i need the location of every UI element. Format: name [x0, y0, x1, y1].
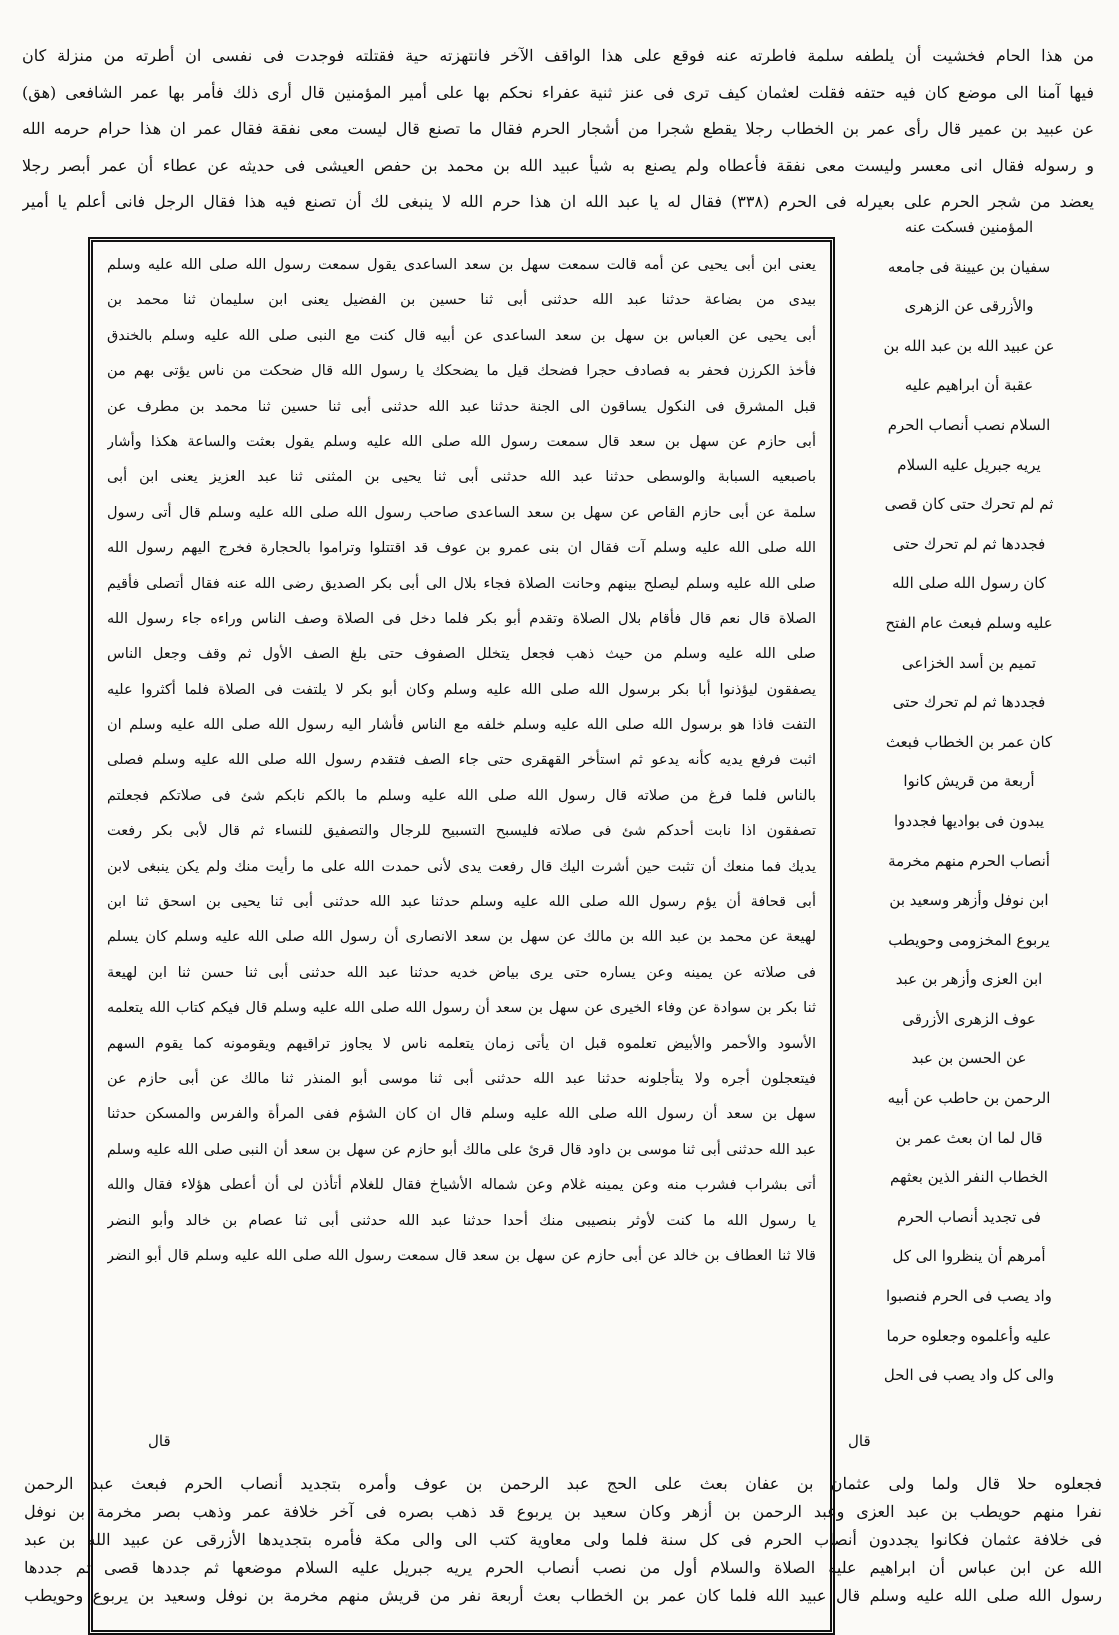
- text-line: عليه وأعلموه وجعلوه حرما: [886, 1326, 1052, 1345]
- text-line: صلى الله عليه وسلم من حيث ذهب فجعل يتخلل الصفوف حتى بلغ الصف الأول ثم وقف وجعل الناس: [107, 646, 816, 663]
- main-text-frame: [88, 237, 835, 1635]
- text-line: فى تجديد أنصاب الحرم: [897, 1207, 1041, 1226]
- text-line: أنصاب الحرم منهم مخرمة: [888, 851, 1050, 870]
- text-line: يديك فما منعك أن تثبت حين أشرت اليك قال رفعت يدى لأنى حمدت الله على ما رأيت منك ولم يكن ينبغى لابن: [107, 858, 816, 875]
- text-line: عن عبيد الله بن عبد الله بن: [883, 336, 1055, 355]
- text-line: يبدون فى بواديها فجددوا: [893, 811, 1045, 830]
- text-line: فى خلافة عثمان فكانوا يجددون أنصاب الحرم فى كل سنة فلما ولى معاوية كتب الى والى مكة فأمره بتجديدها الأزرقى عن عبيد الله بن عبد: [24, 1530, 1102, 1549]
- text-line: أبى يحيى عن العباس بن سهل بن سعد الساعدى عن أبيه قال كنت مع النبى صلى الله عليه وسلم بالخندق: [107, 327, 816, 344]
- margin-word-left: قال: [148, 1432, 171, 1450]
- text-line: فجددها ثم لم تحرك حتى: [892, 534, 1046, 553]
- text-line: سلمة عن أبى حازم القاص عن سهل بن سعد الساعدى صاحب رسول الله صلى الله عليه وسلم قال أتى رسول: [107, 504, 816, 521]
- text-line: التفت فاذا هو برسول الله صلى الله عليه وسلم خلفه مع الناس فأشار اليه رسول الله صلى الله عليه وسلم ان: [107, 717, 816, 734]
- margin-commentary: [838, 208, 1100, 1396]
- text-line: رسول الله صلى الله عليه وسلم قال عبيد الله فلما كان عمر بن الخطاب بعث أربعة نفر من قريش منهم مخرمة بن نوفل وسعيد بن يربوع وحويطب: [24, 1586, 1102, 1605]
- text-line: يصفقون ليؤذنوا أبا بكر برسول الله صلى الله عليه وسلم وكان أبو بكر لا يلتفت فى الصلاة فلما أكثروا عليه: [107, 681, 816, 698]
- text-line: الله صلى الله عليه وسلم آت فقال ان بنى عمرو بن عوف قد اقتتلوا وتراموا بالحجارة فخرج اليهم رسول الله: [107, 540, 816, 557]
- text-line: يعنى ابن أبى يحيى عن أمه قالت سمعت سهل بن سعد الساعدى يقول سمعت رسول الله صلى الله عليه وسلم: [107, 257, 816, 273]
- text-line: فجددها ثم لم تحرك حتى: [892, 693, 1046, 712]
- text-line: أبى قحافة أن يؤم رسول الله صلى الله عليه وسلم حدثنا عبد الله حدثنى أبى ثنا يحيى بن اسحق ثنا ابن: [107, 894, 816, 911]
- text-line: ثم لم تحرك حتى كان قصى: [884, 495, 1054, 514]
- top-text-block: [22, 38, 1094, 221]
- text-line: الصلاة قال نعم قال فأقام بلال الصلاة وتقدم أبو بكر فلما دخل فى الصلاة وصف الناس وراءه جاء رسول الله: [107, 610, 816, 627]
- text-line: عليه وسلم فبعث عام الفتح: [885, 613, 1053, 632]
- text-line: المؤمنين فسكت عنه: [904, 218, 1034, 236]
- text-line: والى كل واد يصب فى الحل: [883, 1366, 1055, 1385]
- text-line: فجعلوه حلا قال ولما ولى عثمان بن عفان بعث على الحج عبد الرحمن بن عوف وأمره بتجديد أنصاب الحرم فبعث عبد الرحمن: [24, 1474, 1102, 1493]
- text-line: نفرا منهم حويطب بن عبد العزى وعبد الرحمن بن أزهر وكان سعيد بن يربوع قد ذهب بصره فى آخر خلافة عمر وذهب بصر مخرمة بن نوفل: [24, 1502, 1102, 1521]
- text-line: فى صلاته عن يمينه وعن يساره حتى يرى بياض خديه حدثنا عبد الله حدثنى أبى ثنا حسن ثنا ابن لهيعة: [107, 964, 816, 981]
- text-line: يا رسول الله ما كنت لأوثر بنصيبى منك أحدا حدثنا عبد الله حدثنى أبى ثنا عصام بن خالد وأبو النضر: [107, 1212, 816, 1229]
- text-line: سهل بن سعد أن رسول الله صلى الله عليه وسلم قال ان كان الشؤم ففى المرأة والفرس والمسكن حدثنا: [107, 1106, 816, 1123]
- text-line: عبد الله حدثنى أبى ثنا موسى بن داود قال قرئ على مالك أبو حازم عن سهل بن سعد أن النبى صلى الله عليه وسلم: [107, 1141, 816, 1158]
- text-line: السلام نصب أنصاب الحرم: [887, 415, 1051, 434]
- text-line: بيدى من بضاعة حدثنا عبد الله حدثنى أبى ثنا حسين بن الفضيل يعنى ابن سليمان ثنا محمد بن: [107, 292, 816, 309]
- text-line: واد يصب فى الحرم فنصبوا: [886, 1287, 1052, 1306]
- text-line: تصفقون اذا نابت أحدكم شئ فى صلاته فليسبح التسبيح للرجال والتصفيق للنساء ثم قال لأبى بكر رفعت: [107, 823, 816, 840]
- text-line: سفيان بن عيينة فى جامعه: [887, 257, 1051, 276]
- main-text-body: [107, 248, 816, 1274]
- text-line: قالا ثنا العطاف بن خالد عن أبى حازم عن سهل بن سعد قال سمعت رسول الله صلى الله عليه وسلم قال أبو النضر: [107, 1247, 816, 1264]
- text-line: والأزرقى عن الزهرى: [904, 297, 1034, 316]
- text-line: لهيعة عن محمد بن عبد الله بن مالك عن سهل بن سعد الانصارى أن رسول الله صلى الله عليه وسلم كان يسلم: [107, 929, 816, 946]
- text-line: تميم بن أسد الخزاعى: [901, 653, 1037, 672]
- text-line: كان عمر بن الخطاب فبعث: [885, 732, 1053, 751]
- text-line: صلى الله عليه وسلم ليصلح بينهم وحانت الصلاة فجاء بلال الى أبى بكر الصديق رضى الله عنه فقال أتصلى فأقيم: [107, 575, 816, 592]
- text-line: ابن نوفل وأزهر وسعيد بن: [889, 891, 1049, 910]
- text-line: فيتعجلون أجره ولا يتأجلونه حدثنا عبد الله حدثنى أبى ثنا موسى أبو المنذر ثنا مالك عن أبى حازم عن: [107, 1070, 816, 1087]
- text-line: باصبعيه السبابة والوسطى حدثنا عبد الله حدثنى أبى ثنا يحيى بن المثنى ثنا عبد العزيز يعنى ابن أبى: [107, 469, 816, 486]
- text-line: عوف الزهرى الأزرقى: [902, 1009, 1036, 1028]
- text-line: و رسوله فقال انى معسر وليست معى نفقة فأعطاه ولم يصنع به شيأ عبيد الله بن محمد بن حفص العيشى فى حديثه عن عطاء أن عمر أبصر رجلا: [22, 155, 1094, 175]
- text-line: أتى بشراب فشرب منه وعن يمينه غلام وعن شماله الأشياخ فقال للغلام أتأذن لى أن أعطى هؤلاء فقال والله: [107, 1177, 816, 1194]
- text-line: الله عن ابن عباس أن ابراهيم عليه الصلاة والسلام أول من نصب أنصاب الحرم يريه جبريل عليه السلام موضعها ثم جددها قصى ثم جددها: [24, 1558, 1102, 1577]
- text-line: فيها آمنا الى موضع كان فيه حتفه فقلت لعثمان كيف ترى فى عنز ثنية عفراء نحكم بها على أمير المؤمنين قال أرى ذلك فأمر بها عمر الشافعى (هق): [22, 82, 1094, 102]
- text-line: يريه جبريل عليه السلام: [897, 455, 1041, 474]
- text-line: قال لما ان بعث عمر بن: [895, 1128, 1043, 1147]
- text-line: قبل المشرق فى النكول يساقون الى الجنة حدثنا عبد الله حدثنى أبى ثنا حسين ثنا محمد بن مطرف عن: [107, 398, 816, 415]
- text-line: يربوع المخزومى وحويطب: [888, 930, 1050, 949]
- text-line: عن الحسن بن عبد: [911, 1049, 1027, 1068]
- text-line: عقبة أن ابراهيم عليه: [904, 376, 1034, 395]
- text-line: عن عبيد بن عمير قال رأى عمر بن الخطاب رجلا يقطع شجرا من أشجار الحرم فقال ما تصنع قال ليست معى نفقة فقال عمر ان هذا حرام حرمه الله: [22, 119, 1094, 138]
- text-line: فأخذ الكرزن فحفر به فصادف حجرا فضحك قيل ما يضحكك يا رسول الله قال ضحكت من ناس يؤتى بهم من: [107, 363, 816, 380]
- text-line: اثبت فرفع يديه كأنه يدعو ثم استأخر القهقرى حتى جاء الصف فتقدم رسول الله صلى الله عليه وسلم فصلى: [107, 752, 816, 769]
- text-line: الأسود والأحمر والأبيض تعلموه قبل ان يأتى زمان يتعلمه ناس لا يجاوز تراقيهم ويقومونه كما يقوم السهم: [107, 1035, 816, 1052]
- text-line: بالناس فلما فرغ من صلاته قال رسول الله صلى الله عليه وسلم ما بالكم نابكم شئ فى صلاتكم فجعلتم: [107, 787, 816, 804]
- text-line: يعضد من شجر الحرم على بعيرله فى الحرم (٣٣٨) فقال له يا عبد الله ان هذا حرم الله لا ينبغى لك أن تصنع فيه هذا فقال الرجل فانى أعلم يا أمير: [22, 192, 1094, 211]
- text-line: أبى حازم عن سهل بن سعد قال سمعت رسول الله صلى الله عليه وسلم يقول بعثت والساعة هكذا وأشار: [107, 433, 816, 450]
- text-line: أربعة من قريش كانوا: [903, 772, 1035, 791]
- text-line: ابن العزى وأزهر بن عبد: [895, 970, 1043, 989]
- text-line: الرحمن بن حاطب عن أبيه: [887, 1089, 1051, 1108]
- text-line: ثنا بكر بن سوادة عن وفاء الخيرى عن سهل بن سعد أن رسول الله صلى الله عليه وسلم قال فيكم كتاب الله يتعلمه: [107, 1000, 816, 1017]
- text-line: كان رسول الله صلى الله: [892, 574, 1046, 593]
- text-line: من هذا الحام فخشيت أن يلطفه سلمة فاطرته عنه فوقع على هذا الواقف الآخر فانتهزته حية فقتلته فوجدت فى نفسى ان أطرته من منزلة كان: [22, 46, 1094, 65]
- text-line: الخطاب النفر الذين بعثهم: [890, 1168, 1048, 1187]
- margin-word-right: قال: [848, 1432, 871, 1450]
- text-line: أمرهم أن ينظروا الى كل: [892, 1247, 1046, 1266]
- bottom-text-block: [24, 1470, 1102, 1610]
